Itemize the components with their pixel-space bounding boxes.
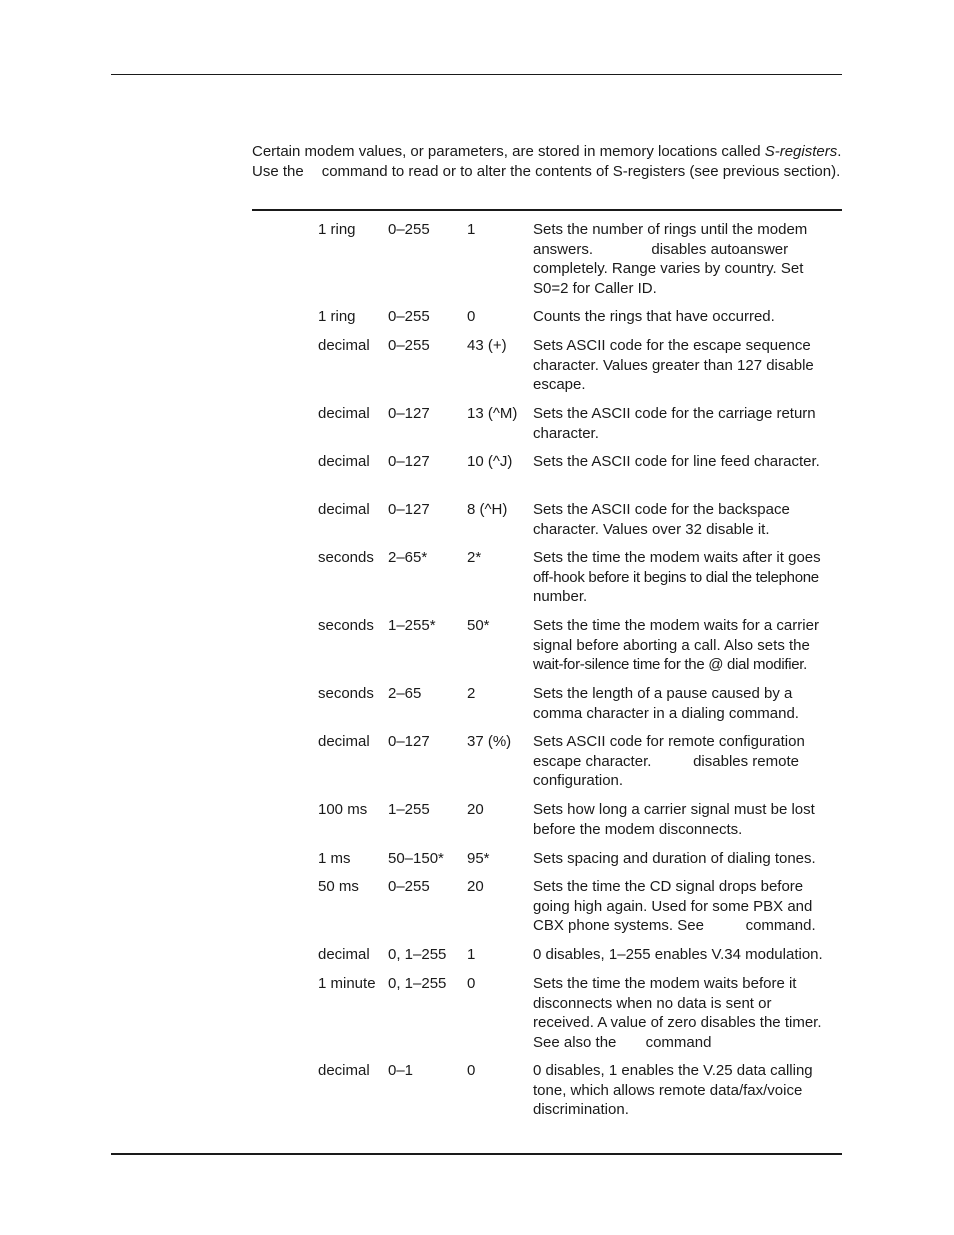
register-range: 0–255 [388, 221, 430, 238]
description-line: escape character. disables remote [533, 752, 799, 770]
table-top-rule [252, 209, 842, 211]
header-rule [111, 74, 842, 75]
register-range: 0–127 [388, 501, 430, 518]
register-description [533, 404, 845, 443]
register-description [533, 877, 845, 936]
description-line: character. [533, 424, 599, 442]
register-default: 0 [467, 975, 476, 992]
description-line: Sets spacing and duration of dialing tones. [533, 850, 816, 867]
register-description [533, 974, 845, 1052]
register-unit: decimal [318, 337, 370, 354]
register-default: 2 [467, 685, 476, 702]
register-unit: 1 ring [318, 308, 356, 325]
footer-rule [111, 1153, 842, 1155]
intro-line-1-end: . [837, 143, 842, 160]
register-default: 13 (^M) [467, 405, 518, 422]
register-description [533, 616, 845, 675]
description-line: Sets ASCII code for the escape sequence [533, 337, 811, 354]
register-description [533, 500, 845, 539]
description-line: Sets the length of a pause caused by a [533, 685, 793, 702]
description-line: signal before aborting a call. Also sets the [533, 636, 810, 654]
description-line: escape. [533, 376, 586, 393]
intro-line-2-end: command to read or to alter the contents of S-registers (see previous section). [321, 162, 841, 180]
intro-line-2 [252, 162, 852, 182]
register-range: 0–127 [388, 733, 430, 750]
description-line: Sets the time the CD signal drops before [533, 878, 804, 895]
register-description [533, 548, 845, 607]
register-default: 20 [467, 801, 484, 818]
description-line: number. [533, 588, 588, 605]
description-line: Sets the time the modem waits for a carrier [533, 617, 819, 634]
register-range: 0, 1–255 [388, 975, 447, 992]
intro-paragraph [252, 142, 852, 181]
intro-line-1-text: Certain modem values, or parameters, are stored in memory locations called [252, 143, 765, 160]
description-line: Sets the time the modem waits before it [533, 975, 797, 992]
register-default: 43 (+) [467, 337, 507, 354]
description-line: See also the command [533, 1033, 712, 1051]
register-range: 1–255* [388, 617, 436, 634]
description-line: Sets the time the modem waits after it goes [533, 549, 821, 566]
register-unit: 1 ring [318, 221, 356, 238]
register-unit: seconds [318, 685, 374, 702]
register-unit: decimal [318, 1062, 370, 1079]
register-unit: 1 ms [318, 850, 351, 867]
description-line: going high again. Used for some PBX and [533, 897, 813, 915]
register-description [533, 849, 845, 869]
register-default: 0 [467, 308, 476, 325]
register-description [533, 945, 845, 965]
register-description [533, 684, 845, 723]
register-default: 20 [467, 878, 484, 895]
register-description [533, 336, 845, 395]
intro-line-1 [252, 142, 852, 162]
register-default: 95* [467, 850, 490, 867]
description-line: Sets the ASCII code for the carriage return [533, 405, 816, 422]
description-line: received. A value of zero disables the timer. [533, 1014, 822, 1031]
register-default: 0 [467, 1062, 476, 1079]
register-range: 2–65 [388, 685, 422, 702]
s-registers-term: S-registers [764, 143, 838, 160]
register-unit: decimal [318, 405, 370, 422]
description-line: Sets the number of rings until the modem [533, 221, 808, 238]
description-line: character. Values over 32 disable it. [533, 520, 770, 538]
description-line: configuration. [533, 772, 624, 789]
register-description [533, 800, 845, 839]
register-description [533, 732, 845, 791]
register-range: 1–255 [388, 801, 430, 818]
register-default: 8 (^H) [467, 501, 508, 518]
register-unit: 100 ms [318, 801, 368, 818]
register-range: 0–255 [388, 308, 430, 325]
register-range: 50–150* [388, 850, 444, 867]
register-description [533, 452, 845, 472]
register-default: 10 (^J) [467, 453, 513, 470]
description-line: Sets how long a carrier signal must be lost [533, 801, 815, 818]
register-default: 50* [467, 617, 490, 634]
register-range: 0, 1–255 [388, 946, 447, 963]
description-line: Sets the ASCII code for line feed character. [533, 453, 820, 470]
description-line: answers. disables autoanswer [533, 240, 789, 258]
register-description [533, 220, 845, 298]
register-description [533, 307, 845, 327]
description-line: comma character in a dialing command. [533, 704, 799, 722]
register-range: 0–127 [388, 453, 430, 470]
description-line: discrimination. [533, 1101, 629, 1118]
register-description [533, 1061, 845, 1120]
register-unit: decimal [318, 733, 370, 750]
register-unit: seconds [318, 617, 374, 634]
description-line: CBX phone systems. See command. [533, 917, 816, 934]
register-unit: decimal [318, 501, 370, 518]
description-line: character. Values greater than 127 disable [533, 356, 814, 374]
register-unit: seconds [318, 549, 374, 566]
register-default: 37 (%) [467, 733, 512, 750]
register-range: 0–255 [388, 878, 430, 895]
register-default: 1 [467, 221, 476, 238]
description-line: completely. Range varies by country. Set [533, 260, 804, 277]
description-line: disconnects when no data is sent or [533, 994, 772, 1012]
description-line: 0 disables, 1 enables the V.25 data calling [533, 1062, 813, 1079]
description-line: wait-for-silence time for the @ dial modifier. [533, 656, 808, 673]
description-line: S0=2 for Caller ID. [533, 279, 657, 297]
description-line: before the modem disconnects. [533, 820, 743, 838]
register-default: 2* [467, 549, 482, 566]
register-unit: 50 ms [318, 878, 359, 895]
register-unit: decimal [318, 453, 370, 470]
description-line: Counts the rings that have occurred. [533, 308, 775, 325]
description-line: tone, which allows remote data/fax/voice [533, 1081, 803, 1099]
intro-line-2-start: Use the [252, 162, 304, 180]
description-line: off-hook before it begins to dial the telephone [533, 568, 819, 586]
register-range: 2–65* [388, 549, 428, 566]
register-unit: 1 minute [318, 975, 376, 992]
description-line: Sets ASCII code for remote configuration [533, 733, 805, 750]
register-range: 0–255 [388, 337, 430, 354]
register-range: 0–127 [388, 405, 430, 422]
register-unit: decimal [318, 946, 370, 963]
description-line: 0 disables, 1–255 enables V.34 modulation. [533, 946, 823, 963]
register-default: 1 [467, 946, 476, 963]
register-range: 0–1 [388, 1062, 414, 1079]
description-line: Sets the ASCII code for the backspace [533, 501, 790, 518]
